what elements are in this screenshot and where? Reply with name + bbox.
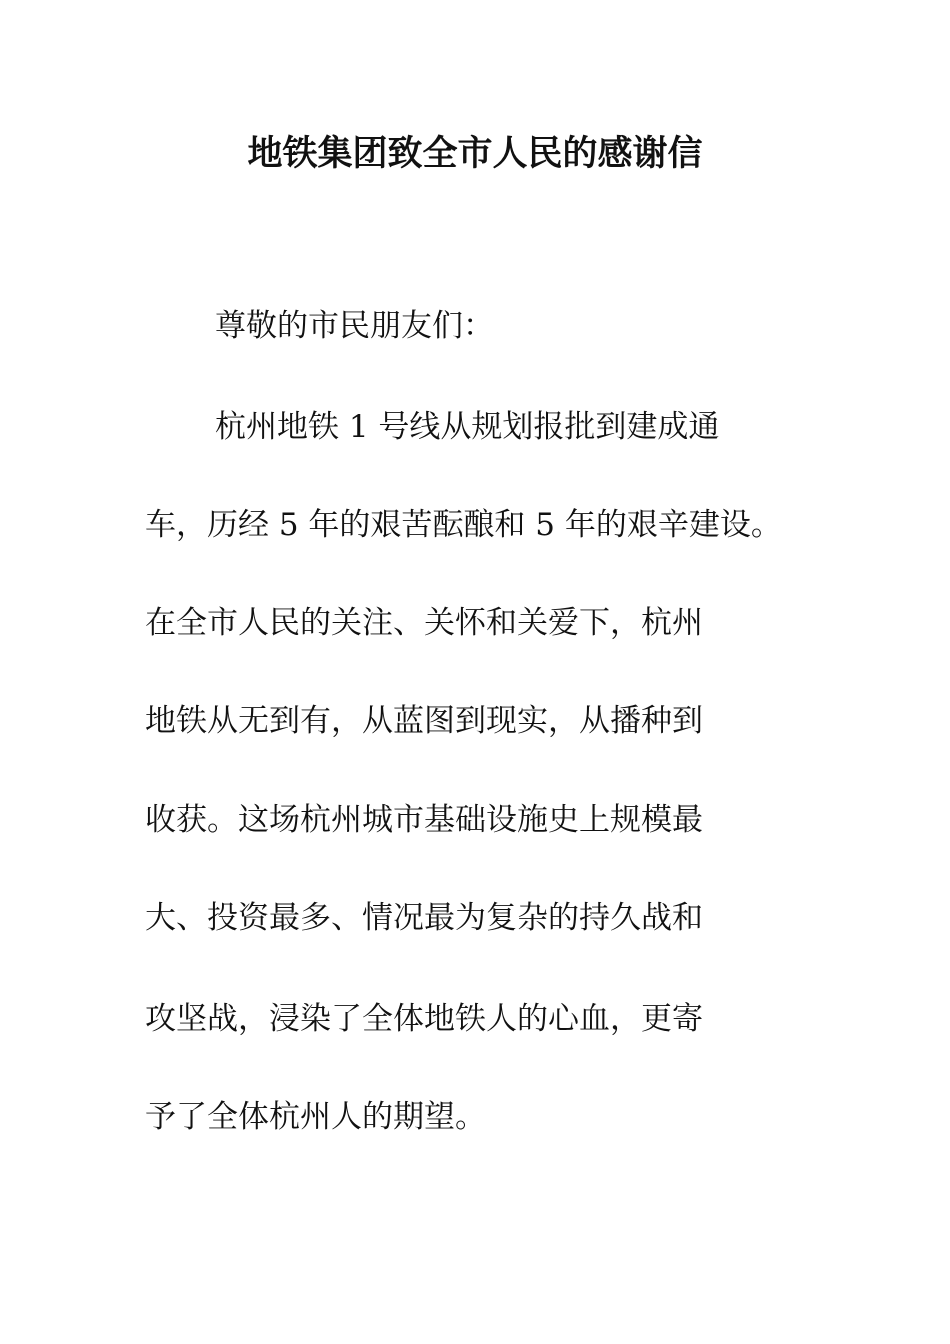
paragraph-line-4: 地铁从无到有，从蓝图到现实，从播种到 — [145, 703, 703, 739]
paragraph-line-1: 杭州地铁 1 号线从规划报批到建成通 — [215, 409, 720, 445]
paragraph-line-8: 予了全体杭州人的期望。 — [145, 1099, 486, 1135]
paragraph-line-7: 攻坚战，浸染了全体地铁人的心血，更寄 — [145, 1001, 703, 1037]
document-title: 地铁集团致全市人民的感谢信 — [247, 134, 703, 174]
salutation: 尊敬的市民朋友们： — [215, 308, 494, 344]
paragraph-line-5: 收获。这场杭州城市基础设施史上规模最 — [145, 802, 703, 838]
paragraph-line-2: 车，历经 5 年的艰苦酝酿和 5 年的艰辛建设。 — [145, 507, 782, 543]
paragraph-line-3: 在全市人民的关注、关怀和关爱下，杭州 — [145, 605, 703, 641]
paragraph-line-6: 大、投资最多、情况最为复杂的持久战和 — [145, 900, 703, 936]
